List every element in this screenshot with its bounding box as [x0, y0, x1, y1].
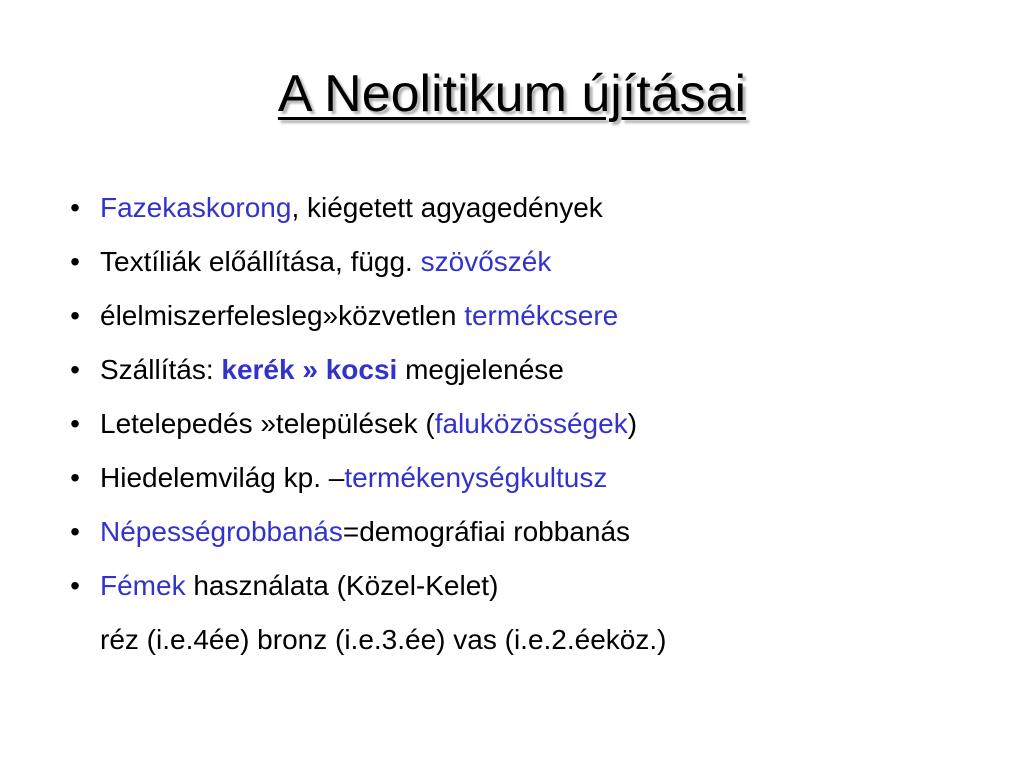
bullet-dot-icon: •: [70, 192, 80, 223]
highlighted-term: Fémek: [100, 570, 186, 601]
bullet-item: [60, 613, 1000, 667]
bullet-text: ): [627, 408, 638, 439]
bullet-text: réz (i.e.4ée) bronz (i.e.3.ée) vas (i.e.2.éeköz.): [100, 624, 667, 655]
bullet-text: , kiégetett agyagedények: [291, 192, 603, 223]
bullet-dot-icon: •: [70, 300, 80, 331]
bullet-dot-icon: •: [70, 516, 80, 547]
bullet-text: használata (Közel-Kelet): [185, 570, 499, 601]
bullet-dot-icon: •: [70, 462, 80, 493]
bullet-text: megjelenése: [397, 354, 564, 385]
bullet-item: [60, 235, 1000, 289]
highlighted-term: Fazekaskorong: [100, 192, 292, 223]
bullet-dot-icon: •: [70, 246, 80, 277]
highlighted-term: kerék » kocsi: [221, 354, 398, 385]
bullet-item: [60, 505, 1000, 559]
bullet-text: Szállítás:: [100, 354, 222, 385]
slide-title: A Neolitikum újításai: [277, 65, 747, 123]
bullet-item: [60, 343, 1000, 397]
bullet-dot-icon: •: [70, 570, 80, 601]
bullet-dot-icon: •: [70, 408, 80, 439]
bullet-item: [60, 181, 1000, 235]
bullet-text: =demográfiai robbanás: [342, 516, 631, 547]
highlighted-term: szövőszék: [420, 246, 552, 277]
highlighted-term: Népességrobbanás: [100, 516, 343, 547]
bullet-text: Textíliák előállítása, függ.: [100, 246, 421, 277]
bullet-item: [60, 559, 1000, 613]
highlighted-term: faluközösségek: [434, 408, 628, 439]
highlighted-term: termékcsere: [464, 300, 619, 331]
bullet-text: Hiedelemvilág kp. –: [100, 462, 345, 493]
bullet-text: élelmiszerfelesleg»közvetlen: [100, 300, 465, 331]
bullet-item: [60, 289, 1000, 343]
highlighted-term: termékenységkultusz: [344, 462, 608, 493]
bullet-dot-icon: •: [70, 354, 80, 385]
bullet-text: Letelepedés »települések (: [100, 408, 435, 439]
bullet-item: [60, 451, 1000, 505]
bullet-list: [60, 181, 1000, 667]
bullet-item: [60, 397, 1000, 451]
